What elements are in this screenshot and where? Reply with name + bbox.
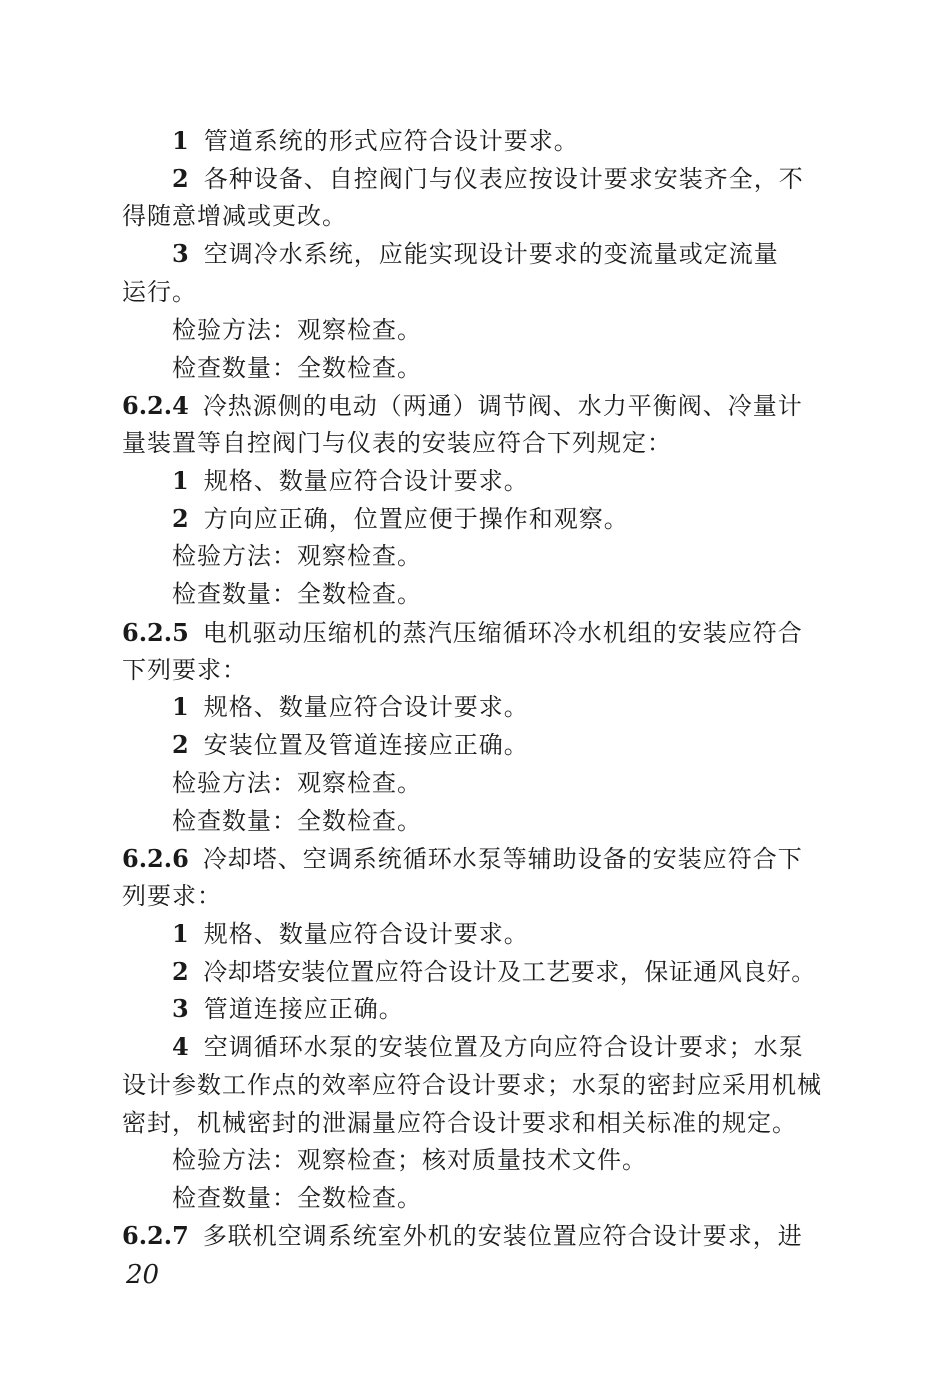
line-text: 密封，机械密封的泄漏量应符合设计要求和相关标准的规定。 <box>122 1109 797 1137</box>
text-line <box>172 1145 828 1175</box>
line-text: 规格、数量应符合设计要求。 <box>203 920 529 948</box>
text-line <box>172 466 828 496</box>
line-text: 多联机空调系统室外机的安装位置应符合设计要求，进 <box>202 1222 803 1250</box>
line-text: 下列要求： <box>122 656 247 684</box>
text-line <box>122 881 828 911</box>
section-number: 6.2.4 <box>122 391 189 420</box>
text-line <box>172 239 828 269</box>
line-text: 空调冷水系统，应能实现设计要求的变流量或定流量 <box>203 240 779 268</box>
line-text: 检查数量：全数检查。 <box>172 354 422 382</box>
text-line <box>172 919 828 949</box>
line-text: 运行。 <box>122 278 197 306</box>
item-number: 3 <box>172 239 190 268</box>
line-text: 管道系统的形式应符合设计要求。 <box>203 127 579 155</box>
item-number: 2 <box>172 730 190 759</box>
section-number: 6.2.6 <box>122 844 189 873</box>
section-line <box>122 391 828 421</box>
item-number: 1 <box>172 919 190 948</box>
text-line <box>122 428 828 458</box>
line-text: 设计参数工作点的效率应符合设计要求；水泵的密封应采用机械 <box>122 1071 822 1099</box>
item-number: 2 <box>172 504 190 533</box>
text-line <box>172 1032 828 1062</box>
item-number: 2 <box>172 957 190 986</box>
text-line <box>172 957 828 987</box>
text-line <box>172 994 828 1024</box>
text-line <box>172 692 828 722</box>
line-text: 空调循环水泵的安装位置及方向应符合设计要求；水泵 <box>203 1033 804 1061</box>
line-text: 量装置等自控阀门与仪表的安装应符合下列规定： <box>122 429 672 457</box>
line-text: 电机驱动压缩机的蒸汽压缩循环冷水机组的安装应符合 <box>202 619 803 647</box>
line-text: 检查数量：全数检查。 <box>172 580 422 608</box>
text-line <box>122 201 828 231</box>
text-line <box>172 126 828 156</box>
line-text: 规格、数量应符合设计要求。 <box>203 467 529 495</box>
text-line <box>172 806 828 836</box>
section-line <box>122 618 828 648</box>
text-line <box>172 1183 828 1213</box>
text-line <box>172 504 828 534</box>
item-number: 1 <box>172 692 190 721</box>
line-text: 规格、数量应符合设计要求。 <box>203 693 529 721</box>
section-line <box>122 844 828 874</box>
page-number: 20 <box>126 1260 160 1290</box>
section-number: 6.2.5 <box>122 618 189 647</box>
item-number: 2 <box>172 164 190 193</box>
section-line <box>122 1221 828 1251</box>
item-number: 1 <box>172 466 190 495</box>
line-text: 检验方法：观察检查。 <box>172 316 422 344</box>
line-text: 安装位置及管道连接应正确。 <box>203 731 529 759</box>
line-text: 冷却塔安装位置应符合设计及工艺要求，保证通风良好。 <box>203 958 816 986</box>
text-line <box>122 277 828 307</box>
text-line <box>172 164 828 194</box>
line-text: 冷热源侧的电动（两通）调节阀、水力平衡阀、冷量计 <box>202 392 803 420</box>
item-number: 3 <box>172 994 190 1023</box>
line-text: 方向应正确，位置应便于操作和观察。 <box>203 505 629 533</box>
line-text: 检验方法：观察检查。 <box>172 769 422 797</box>
section-number: 6.2.7 <box>122 1221 189 1250</box>
line-text: 列要求： <box>122 882 222 910</box>
text-line <box>172 579 828 609</box>
line-text: 检查数量：全数检查。 <box>172 1184 422 1212</box>
text-line <box>122 655 828 685</box>
line-text: 检验方法：观察检查。 <box>172 542 422 570</box>
text-line <box>172 730 828 760</box>
item-number: 1 <box>172 126 190 155</box>
text-line <box>172 315 828 345</box>
text-line <box>122 1108 828 1138</box>
text-line <box>172 768 828 798</box>
line-text: 检验方法：观察检查；核对质量技术文件。 <box>172 1146 647 1174</box>
line-text: 检查数量：全数检查。 <box>172 807 422 835</box>
line-text: 冷却塔、空调系统循环水泵等辅助设备的安装应符合下 <box>202 845 803 873</box>
line-text: 管道连接应正确。 <box>203 995 404 1023</box>
line-text: 各种设备、自控阀门与仪表应按设计要求安装齐全，不 <box>203 165 804 193</box>
item-number: 4 <box>172 1032 190 1061</box>
line-text: 得随意增减或更改。 <box>122 202 347 230</box>
text-line <box>172 353 828 383</box>
text-line <box>122 1070 828 1100</box>
text-line <box>172 541 828 571</box>
